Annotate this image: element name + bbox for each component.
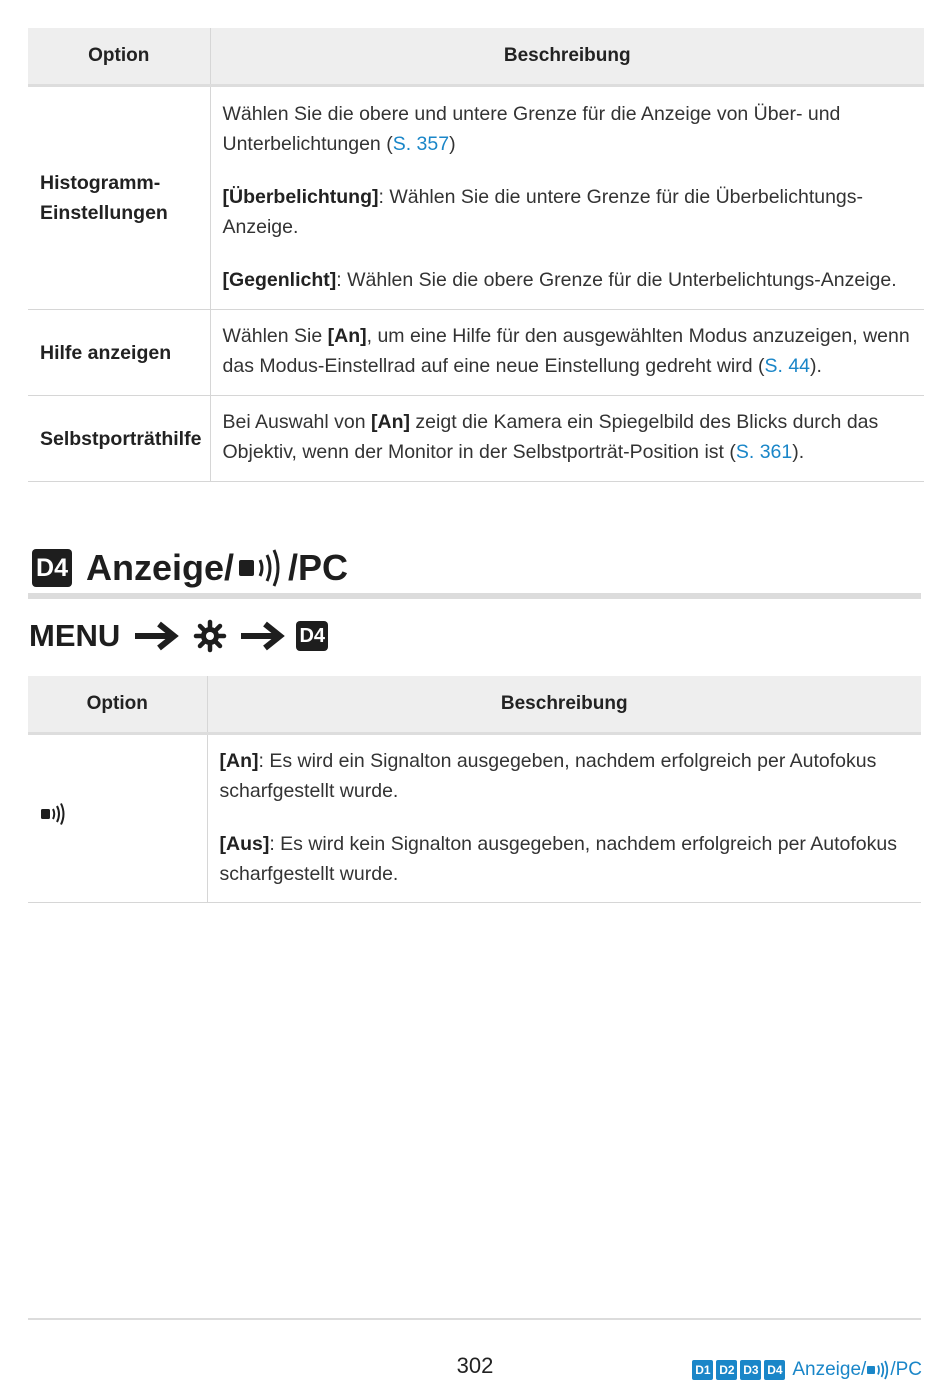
description-text: Wählen Sie: [222, 325, 328, 347]
menu-label: MENU: [29, 618, 121, 653]
table-header-row: [28, 676, 921, 734]
footer-label-text: Anzeige/: [792, 1359, 867, 1380]
description-text: ): [449, 132, 456, 155]
description-text: , um eine Hilfe für den ausgewählten Modus anzuzeigen, wenn das Modus-Einstellrad auf eine neue Einstellung gedreht wird (: [222, 325, 910, 377]
setting-name: [An]: [219, 749, 259, 772]
description-paragraph: [220, 746, 910, 806]
arrow-right-icon: [238, 619, 288, 653]
description-paragraph: [223, 265, 913, 295]
page-reference-link[interactable]: S. 361: [735, 441, 793, 463]
setting-name: [Überbelichtung]: [222, 185, 379, 208]
page-reference-link[interactable]: S. 357: [392, 132, 450, 155]
section-title-text: Anzeige/: [86, 547, 235, 588]
column-header-description: Beschreibung: [207, 676, 921, 734]
footer-section-link[interactable]: [792, 1359, 922, 1381]
option-description: [207, 734, 921, 903]
description-text: zeigt die Kamera ein Spiegelbild des Blicks durch das Objektiv, wenn der Monitor in der Selbstporträt-Position ist (: [222, 411, 879, 463]
description-text: : Es wird ein Signalton ausgegeben, nachdem erfolgreich per Autofokus scharfgestellt wurde.: [219, 749, 877, 802]
gear-icon: [188, 619, 232, 653]
description-text: Bei Auswahl von: [222, 411, 372, 433]
sound-icon: [866, 1360, 890, 1380]
footer-navigation: [692, 1359, 922, 1381]
table-row: [28, 396, 924, 482]
page-number: 302: [456, 1353, 494, 1378]
options-table-bottom: [28, 676, 921, 903]
footer-tab-d2[interactable]: D2: [716, 1360, 737, 1380]
option-name: Selbstporträthilfe: [28, 396, 210, 482]
option-name: Histogramm-Einstellungen: [28, 86, 210, 310]
footer-tab-d3[interactable]: D3: [740, 1360, 761, 1380]
sound-icon: [40, 803, 68, 825]
footer-divider: [28, 1318, 921, 1320]
description-text: Wählen Sie die obere und untere Grenze für die Anzeige von Über- und Unterbelichtungen (: [222, 102, 841, 155]
arrow-right-icon: [132, 619, 182, 653]
sound-icon: [236, 549, 286, 587]
description-text: : Wählen Sie die untere Grenze für die Überbelichtungs-Anzeige.: [222, 185, 864, 238]
section-heading: [32, 540, 348, 596]
table-header-row: [28, 28, 924, 86]
section-title-text: /PC: [288, 547, 349, 588]
table-row: [28, 734, 921, 903]
option-name: [28, 734, 207, 903]
column-header-description: Beschreibung: [210, 28, 924, 86]
column-header-option: Option: [28, 28, 210, 86]
description-text: ).: [792, 441, 805, 463]
menu-tab-badge: D4: [296, 621, 328, 651]
column-header-option: Option: [28, 676, 207, 734]
option-name: Hilfe anzeigen: [28, 310, 210, 396]
setting-name: [An]: [327, 325, 367, 347]
option-description: [210, 396, 924, 482]
setting-name: [Gegenlicht]: [222, 268, 337, 291]
footer-label-text: /PC: [890, 1359, 922, 1380]
options-table-top: [28, 28, 924, 482]
option-description: [210, 310, 924, 396]
footer-tab-d1[interactable]: D1: [692, 1360, 713, 1380]
option-description: [210, 86, 924, 310]
table-row: [28, 86, 924, 310]
description-text: : Wählen Sie die obere Grenze für die Unterbelichtungs-Anzeige.: [336, 268, 897, 291]
description-paragraph: [223, 99, 913, 159]
table-row: [28, 310, 924, 396]
menu-path: [29, 614, 328, 658]
page-reference-link[interactable]: S. 44: [764, 355, 811, 377]
setting-name: [Aus]: [219, 832, 270, 855]
setting-name: [An]: [371, 411, 410, 433]
section-title: [86, 547, 348, 589]
description-text: ).: [810, 355, 822, 377]
section-divider: [28, 593, 921, 599]
description-text: : Es wird kein Signalton ausgegeben, nachdem erfolgreich per Autofokus scharfgestellt wurde.: [219, 832, 897, 885]
section-badge: D4: [32, 549, 72, 587]
footer-tab-d4[interactable]: D4: [764, 1360, 785, 1380]
description-paragraph: [220, 829, 910, 889]
description-paragraph: [223, 182, 913, 242]
